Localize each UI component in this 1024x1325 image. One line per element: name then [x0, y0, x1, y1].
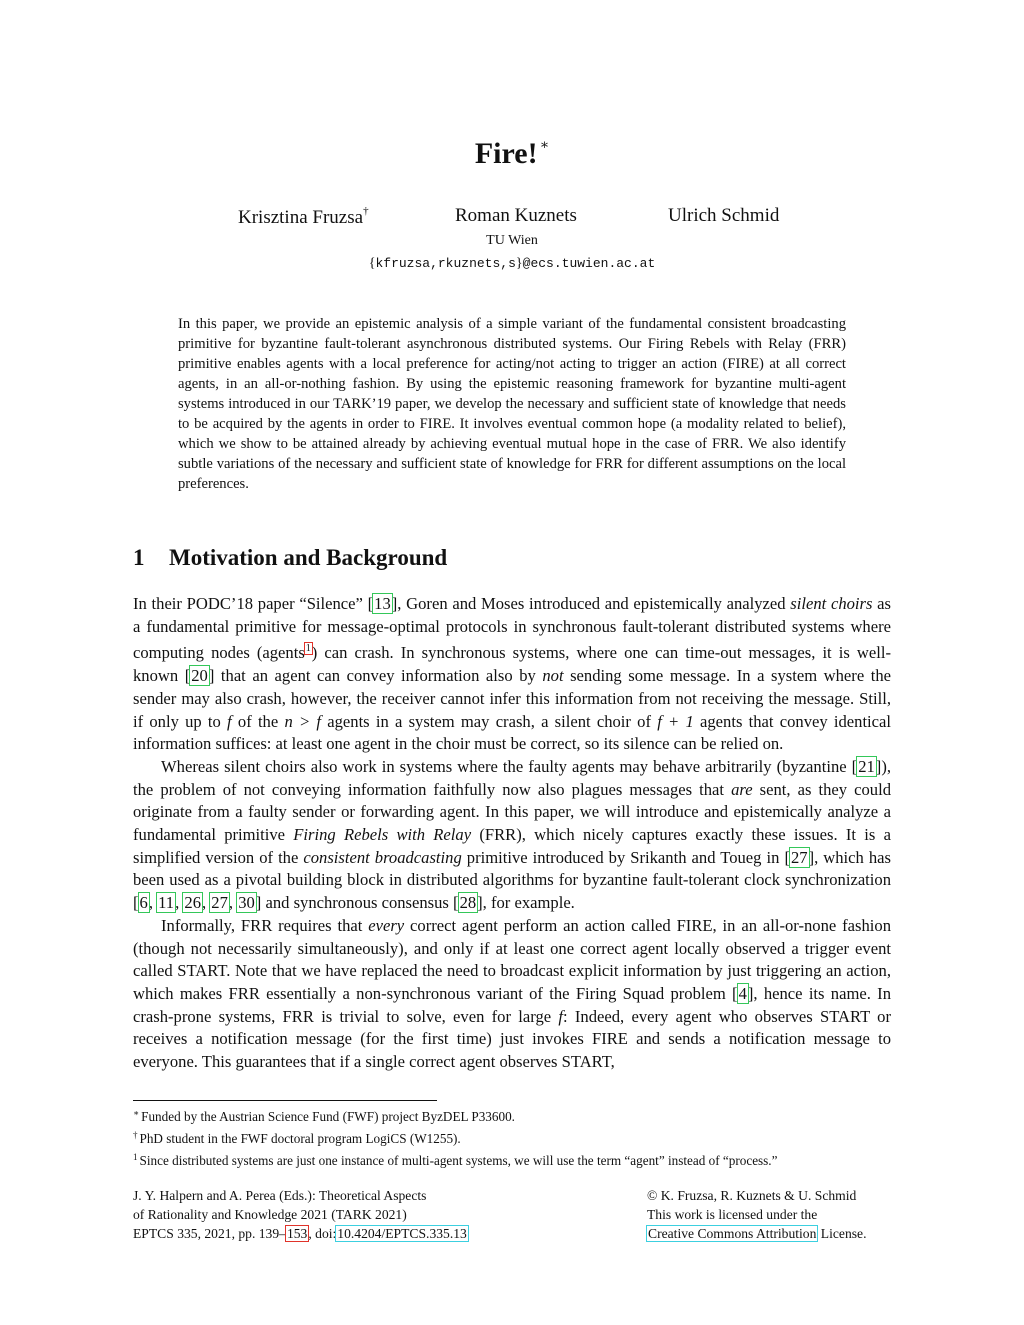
author-email: {kfruzsa,rkuznets,s}@ecs.tuwien.ac.at [368, 256, 656, 271]
citation-link[interactable]: 30 [238, 893, 255, 913]
section-heading: 1 Motivation and Background [133, 545, 448, 570]
paragraph-2: Whereas silent choirs also work in systems where the faulty agents may behave arbitrarily (byzantine [21]), the problem of not conveying information faithfully now also plagues messages that are sent, as they could originate from a faulty sender or forwarding agent. In this paper, we will introduce and epistemically analyze a fundamental primitive Firing Rebels with Relay (FRR), which nicely captures exactly these issues. It is a simplified version of the consistent broadcasting primitive introduced by Srikanth and Toueg in [27], which has been used as a pivotal building block in distributed algorithms for byzantine fault-tolerant clock synchronization [6, 11, 26, 27, 30] and synchronous consensus [28], for example. [133, 756, 891, 913]
citation-link[interactable]: 21 [858, 756, 875, 776]
copyright-info: © K. Fruzsa, R. Kuznets & U. Schmid This work is licensed under the Creative Commons Attribution License. [647, 1188, 867, 1241]
paragraph-1: In their PODC’18 paper “Silence” [13], Goren and Moses introduced and epistemically analyzed silent choirs as a fundamental primitive for message-optimal protocols in synchronous fault-tolerant distributed systems where computing nodes (agents$^1$) can crash. In synchronous systems, where one can time-out messages, it is well-known [20] that an agent can convey information also by not sending some message. In a system where the sender may also crash, however, the receiver cannot infer this information from not receiving the message. Still, if only up to f of the n > f agents in a system may crash, a silent choir of f + 1 agents that convey identical information suffices: at least one agent in the choir must be correct, so its silence can be relied on. [133, 594, 892, 754]
citation-link[interactable]: 28 [459, 893, 477, 913]
publication-info: J. Y. Halpern and A. Perea (Eds.): Theoretical Aspects of Rationality and Knowledge 2021 (TARK 2021) EPTCS 335, 2021, pp. 139–153, doi:10.4204/EPTCS.335.13 [133, 1188, 467, 1241]
citation-link[interactable]: 27 [211, 893, 228, 913]
paragraph-3: Informally, FRR requires that every correct agent perform an action called FIRE, in an all-or-none fashion (though not necessarily simultaneously), and only if at least one correct agent locally observed a trigger event called START. Note that we have replaced the need to broadcast explicit information by just triggering an action, which makes FRR essentially a non-synchronous variant of the Firing Squad problem [4], hence its name. In crash-prone systems, FRR is trivial to solve, even for large f: Indeed, every agent who observes START or receives a notification message (for the first time) just invokes FIRE and sends a notification message to everyone. This guarantees that if a single correct agent observes START, [133, 915, 891, 1072]
doi-link[interactable]: 10.4204/EPTCS.335.13 [337, 1226, 467, 1241]
footnote-rule [133, 1100, 437, 1101]
author-fruzsa: Krisztina Fruzsa† [238, 205, 369, 228]
citation-link[interactable]: 6 [139, 893, 148, 913]
citation-link[interactable]: 4 [738, 983, 747, 1003]
footnote-link[interactable]: 1 [305, 643, 311, 655]
license-link[interactable]: Creative Commons Attribution [648, 1226, 817, 1241]
abstract: In this paper, we provide an epistemic analysis of a simple variant of the fundamental consistent broadcasting primitive for byzantine fault-tolerant asynchronous distributed systems. Our Firing Rebels with Relay (FRR) primitive enables agents with a local preference for acting/not acting to trigger an action (FIRE) at all correct agents, in an all-or-nothing fashion. By using the epistemic reasoning framework for byzantine multi-agent systems introduced in our TARK’19 paper, we develop the necessary and sufficient state of knowledge that needs to be acquired by the agents in order to FIRE. It involves eventual common hope (a modality related to belief), which we show to be attained already by achieving eventual mutual hope in the case of FRR. We also identify subtle variations of the necessary and sufficient state of knowledge for FRR for different assumptions on the local preferences. [178, 316, 846, 492]
citation-link[interactable]: 27 [790, 847, 808, 867]
affiliation: TU Wien [486, 233, 538, 248]
footnote-agent: $^1$ Since distributed systems are just one instance of multi-agent systems, we will use the term “agent” instead of “process.” [133, 1152, 778, 1168]
body-text [133, 593, 891, 1074]
title-footnote-mark: ∗ [539, 138, 550, 153]
footnotes [133, 1104, 913, 1170]
last-page-link[interactable]: 153 [286, 1226, 308, 1241]
footnote-phd: † PhD student in the FWF doctoral program LogiCS (W1255). [133, 1130, 461, 1146]
citation-link[interactable]: 26 [184, 893, 201, 913]
author-list [0, 205, 1024, 231]
paper-title: Fire! ∗ [474, 137, 550, 170]
footnote-funding: ∗ Funded by the Austrian Science Fund (FWF) project ByzDEL P33600. [133, 1108, 515, 1124]
citation-link[interactable]: 13 [374, 594, 391, 613]
author-kuznets: Roman Kuznets [455, 205, 577, 226]
citation-link[interactable]: 20 [191, 666, 208, 686]
author-schmid: Ulrich Schmid [668, 205, 780, 226]
citation-link[interactable]: 11 [158, 893, 175, 913]
